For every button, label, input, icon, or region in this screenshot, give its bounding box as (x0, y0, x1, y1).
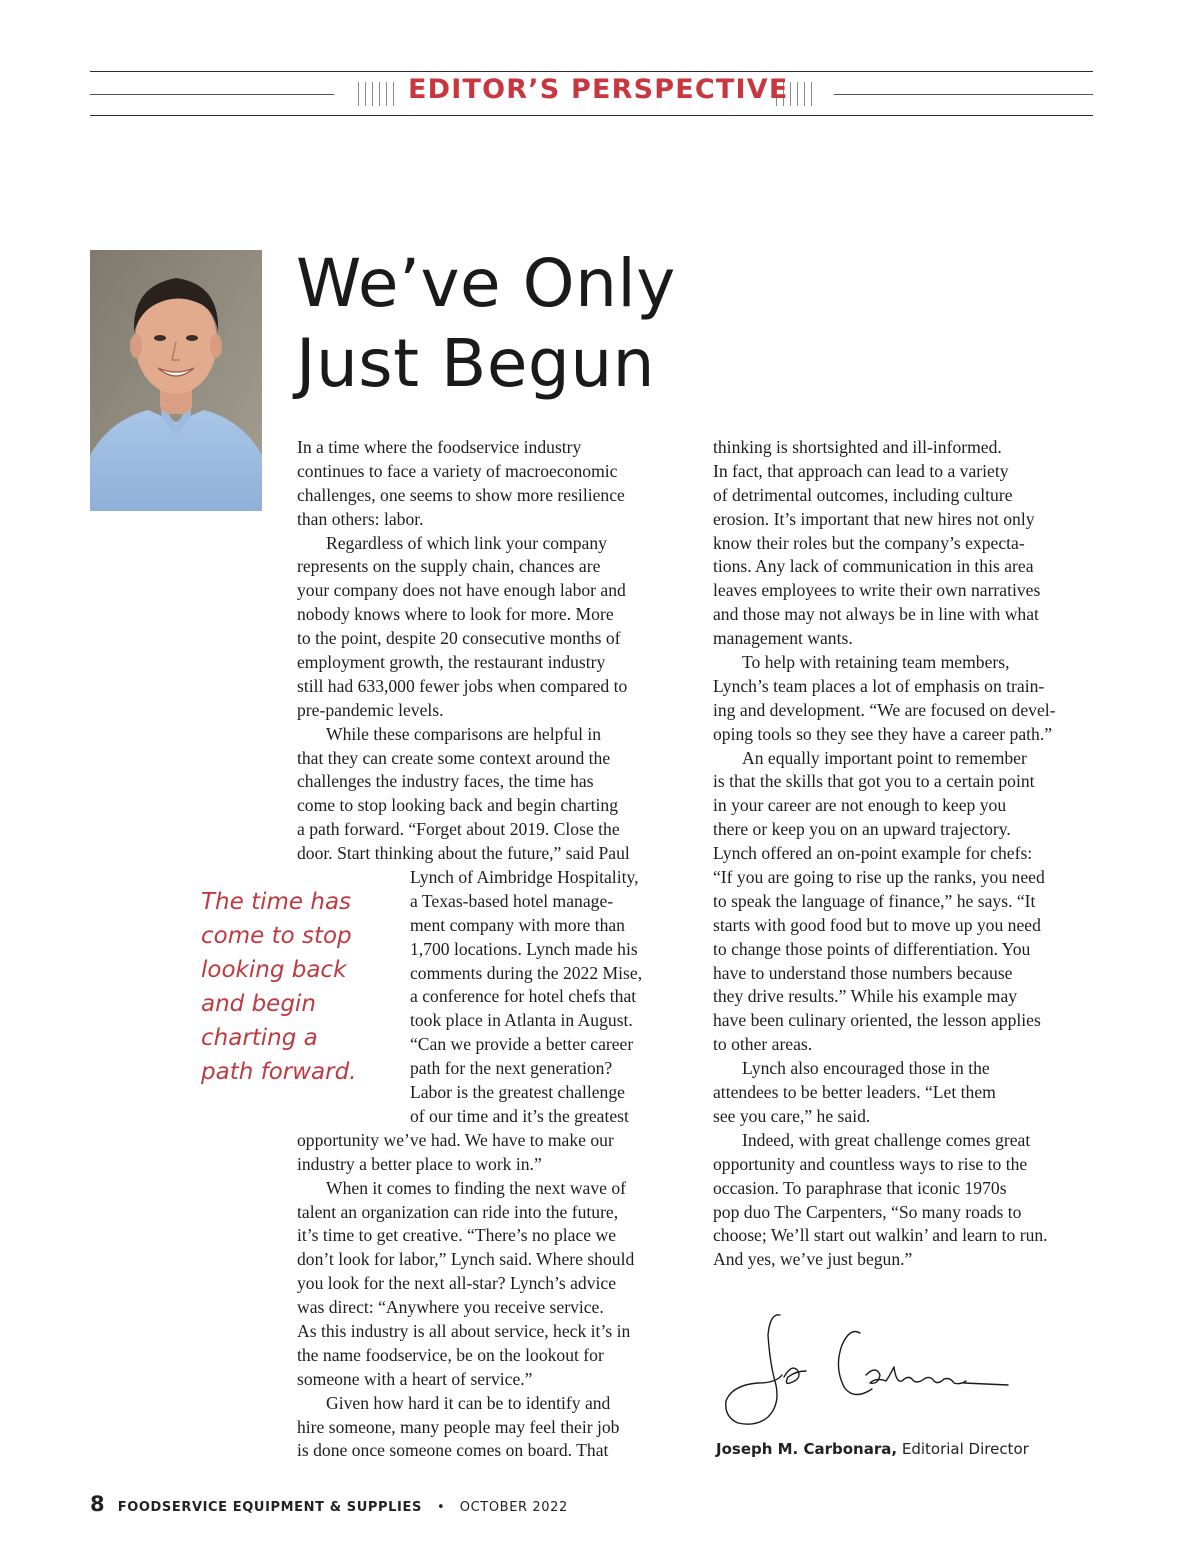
body-line: Lynch of Aimbridge Hospitality, (410, 867, 639, 888)
body-line: “Can we provide a better career (410, 1034, 634, 1055)
author-photo (90, 250, 262, 511)
body-line: opportunity and countless ways to rise to the (713, 1153, 1028, 1174)
body-line: ing and development. “We are focused on devel- (713, 699, 1056, 720)
pull-quote-line: come to stop (201, 923, 352, 949)
body-line: was direct: “Anywhere you receive service. (297, 1297, 604, 1318)
body-line: know their roles but the company’s expecta- (713, 532, 1025, 553)
publication-name: FOODSERVICE EQUIPMENT & SUPPLIES (117, 1500, 422, 1515)
body-line: is done once someone comes on board. That (297, 1440, 609, 1461)
body-line: to speak the language of finance,” he says. “It (713, 890, 1036, 911)
headline (296, 244, 856, 404)
body-line: oping tools so they see they have a career path.” (713, 723, 1053, 744)
body-line: your company does not have enough labor and (297, 580, 626, 601)
footer-separator: • (437, 1500, 445, 1515)
headline-line: We’ve Only (296, 245, 676, 322)
body-line: 1,700 locations. Lynch made his (410, 938, 638, 959)
body-line: there or keep you on an upward trajectory. (713, 819, 1011, 840)
body-line: In a time where the foodservice industry (297, 437, 582, 457)
body-line: path for the next generation? (410, 1058, 613, 1079)
body-line: leaves employees to write their own narratives (713, 580, 1041, 601)
body-line: took place in Atlanta in August. (410, 1010, 633, 1031)
body-line: In fact, that approach can lead to a variety (713, 460, 1009, 481)
body-line: of detrimental outcomes, including culture (713, 484, 1013, 505)
body-line: continues to face a variety of macroeconomic (297, 460, 618, 481)
bottom-rule (90, 115, 1093, 116)
body-line: of our time and it’s the greatest (410, 1105, 629, 1126)
body-line: than others: labor. (297, 508, 424, 529)
body-line: comments during the 2022 Mise, (410, 962, 643, 983)
body-line: While these comparisons are helpful in (326, 723, 602, 744)
body-line: the name foodservice, be on the lookout for (297, 1344, 604, 1365)
pull-quote-line: path forward. (201, 1059, 357, 1085)
body-line: attendees to be better leaders. “Let them (713, 1082, 996, 1103)
body-line: challenges, one seems to show more resilience (297, 484, 625, 505)
author-title: Editorial Director (901, 1440, 1029, 1458)
body-line: someone with a heart of service.” (297, 1368, 533, 1389)
body-line: to change those points of differentiation. You (713, 938, 1031, 959)
body-line: To help with retaining team members, (742, 652, 1010, 673)
page-footer (90, 1492, 568, 1516)
body-line: Labor is the greatest challenge (410, 1082, 625, 1103)
top-rule (90, 71, 1093, 72)
body-line: pop duo The Carpenters, “So many roads to (713, 1201, 1022, 1222)
author-byline (716, 1440, 1029, 1458)
pull-quote (201, 885, 381, 1089)
body-line: Lynch also encouraged those in the (742, 1058, 990, 1079)
body-line: Lynch offered an on-point example for chefs: (713, 843, 1033, 864)
section-title: EDITOR’S PERSPECTIVE (408, 74, 789, 105)
body-line: nobody knows where to look for more. More (297, 604, 614, 625)
body-line: And yes, we’ve just begun.” (713, 1249, 913, 1270)
banner-ticks-left (358, 82, 394, 106)
body-line: a conference for hotel chefs that (410, 986, 637, 1007)
body-line: Given how hard it can be to identify and (326, 1392, 611, 1413)
body-line: see you care,” he said. (713, 1105, 871, 1126)
pull-quote-line: looking back (201, 957, 347, 983)
body-line: have to understand those numbers because (713, 962, 1013, 983)
body-line: challenges the industry faces, the time has (297, 771, 594, 792)
body-line: you look for the next all-star? Lynch’s advice (297, 1273, 617, 1294)
body-line: “If you are going to rise up the ranks, you need (713, 867, 1045, 888)
body-line: An equally important point to remember (742, 747, 1027, 768)
body-line: As this industry is all about service, heck it’s in (297, 1320, 631, 1341)
body-line: to the point, despite 20 consecutive months of (297, 628, 621, 649)
body-line: represents on the supply chain, chances are (297, 556, 601, 577)
body-line: pre-pandemic levels. (297, 699, 444, 720)
issue-date: OCTOBER 2022 (459, 1500, 568, 1515)
body-line: erosion. It’s important that new hires not only (713, 508, 1035, 529)
body-line: management wants. (713, 628, 853, 649)
body-line: still had 633,000 fewer jobs when compared to (297, 675, 628, 696)
body-line: and those may not always be in line with what (713, 604, 1039, 625)
body-line: don’t look for labor,” Lynch said. Where should (297, 1249, 635, 1270)
pull-quote-line: and begin (201, 991, 316, 1017)
body-line: choose; We’ll start out walkin’ and learn to run. (713, 1225, 1048, 1246)
body-line: talent an organization can ride into the future, (297, 1201, 619, 1222)
body-line: have been culinary oriented, the lesson applies (713, 1010, 1041, 1031)
handwritten-signature (718, 1305, 1018, 1430)
body-line: starts with good food but to move up you need (713, 914, 1041, 935)
body-line: hire someone, many people may feel their job (297, 1416, 620, 1437)
banner-line-left (90, 94, 334, 95)
page-number: 8 (90, 1492, 105, 1516)
body-line: When it comes to finding the next wave of (326, 1177, 626, 1198)
body-line: they drive results.” While his example may (713, 986, 1018, 1007)
body-line: to other areas. (713, 1034, 813, 1055)
body-line: Lynch’s team places a lot of emphasis on train- (713, 675, 1045, 696)
body-line: is that the skills that got you to a certain point (713, 771, 1035, 792)
body-line: opportunity we’ve had. We have to make our (297, 1129, 614, 1150)
body-line: industry a better place to work in.” (297, 1153, 542, 1174)
body-line: it’s time to get creative. “There’s no place we (297, 1225, 616, 1246)
body-line: a Texas-based hotel manage- (410, 890, 614, 911)
body-line: that they can create some context around the (297, 747, 611, 768)
banner-line-right (834, 94, 1093, 95)
pull-quote-line: The time has (201, 889, 352, 915)
body-line: door. Start thinking about the future,” said Paul (297, 843, 630, 864)
body-line: Indeed, with great challenge comes great (742, 1129, 1031, 1150)
body-line: ment company with more than (410, 914, 625, 935)
body-line: a path forward. “Forget about 2019. Close the (297, 819, 620, 840)
pull-quote-line: charting a (201, 1025, 318, 1051)
body-line: Regardless of which link your company (326, 532, 607, 553)
body-line: in your career are not enough to keep you (713, 795, 1007, 816)
body-column-2 (713, 436, 1098, 1272)
body-line: come to stop looking back and begin charting (297, 795, 619, 816)
body-line: employment growth, the restaurant industry (297, 652, 606, 673)
headline-line: Just Begun (296, 325, 655, 402)
body-line: tions. Any lack of communication in this area (713, 556, 1034, 577)
body-line: thinking is shortsighted and ill-informed. (713, 437, 1002, 457)
author-name: Joseph M. Carbonara, (716, 1440, 898, 1458)
body-line: occasion. To paraphrase that iconic 1970s (713, 1177, 1007, 1198)
